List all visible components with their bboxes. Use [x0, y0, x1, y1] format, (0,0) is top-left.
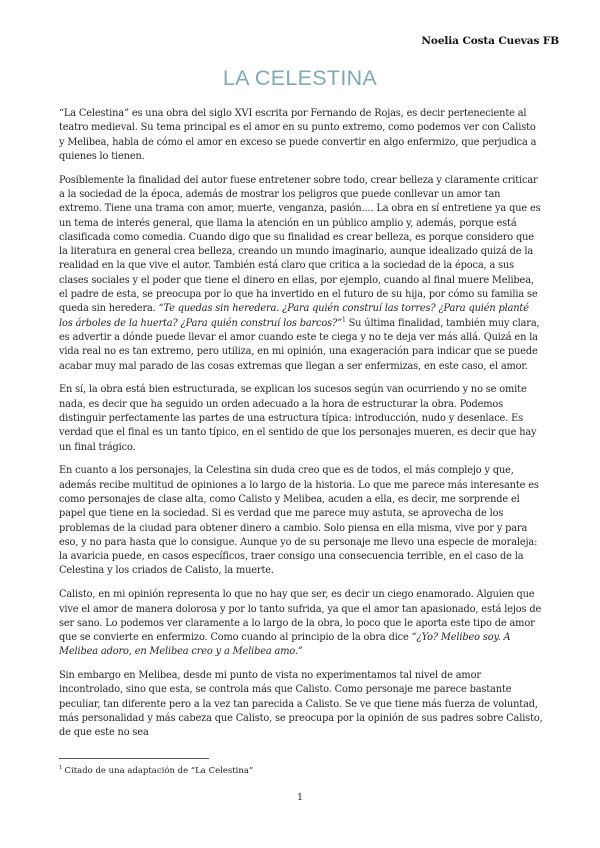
page-title: LA CELESTINA: [222, 66, 378, 90]
paragraph-4: En cuanto a los personajes, la Celestina sin duda creo que es de todos, el más complejo y que, además recibe multitud de opiniones a lo largo de la historia. Lo que me parece más interesante es como personajes de clase alta, como Calisto y Melibea, acuden a ella, es decir, me sorprende el papel que tiene en la sociedad. Si es verdad que me parece muy astuta, se aprovecha de los problemas de la ciudad para obtener dinero a cambio. Solo piensa en ella misma, vive por y para eso, y no para hasta que lo consigue. Aunque yo de su personaje me llevo una especie de moraleja: la avaricia puede, en casos específicos, traer consigo una consecuencia terrible, en el caso de la Celestina y los criados de Calisto, la muerte.: [59, 465, 539, 577]
footnote-text: Citado de una adaptación de “La Celestina”: [64, 766, 254, 776]
document-body: [59, 107, 543, 750]
paragraph-6: Sin embargo en Melibea, desde mi punto de vista no experimentamos tal nivel de amor incontrolado, sino que esta, se controla más que Calisto. Como personaje me parece bastante peculiar, tan diferente pero a la vez tan parecida a Calisto. Se ve que tiene más fuerza de voluntad, más personalidad y más cabeza que Calisto, se preocupa por la opinión de sus padres sobre Calisto, de que este no sea: [59, 670, 543, 739]
paragraph-5-text: Calisto, en mi opinión representa lo que no hay que ser, es decir un ciego enamorado. Alguien que vive el amor de manera dolorosa y por lo tanto sufrida, ya que el amor tan apasionado, está lejos de ser sano. Lo podemos ver claramente a lo largo de la obra, lo poco que le aporta este tipo de amor que se convierte en enfermizo. Como cuando al principio de la obra dice: [59, 589, 542, 644]
footnote-marker: 1: [59, 765, 63, 772]
footnote-divider: [59, 758, 209, 759]
paragraph-5-quote: “¿Yo? Melibeo soy. A Melibea adoro, en Melibea creo y a Melibea amo.”: [59, 632, 511, 658]
page-number: 1: [296, 792, 304, 803]
footnote-reference: 1: [341, 316, 346, 324]
paragraph-3: En sí, la obra está bien estructurada, se explican los sucesos según van ocurriendo y no se omite nada, es decir que ha seguido un orden adecuado a la hora de estructurar la obra. Podemos distinguir perfectamente las partes de una estructura típica: introducción, nudo y desenlace. Es verdad que el final es un tanto típico, en el sentido de que los personajes mueren, es decir que hay un final trágico.: [59, 384, 537, 453]
footnote: [59, 766, 253, 776]
paragraph-2-text-b: Su última finalidad, también muy clara, es advertir a dónde puede llevar el amor cuando este te ciega y no te deja ver más allá. Quizá en la vida real no es tan extremo, pero utiliza, en mi opinión, una exageración para indicar que se puede acabar muy mal parado de las cosas extremas que llegan a ser enfermizas, en este caso, el amor.: [59, 317, 540, 372]
paragraph-2-text-a: Posiblemente la finalidad del autor fuese entretener sobre todo, crear belleza y claramente criticar a la sociedad de la época, además de mostrar los peligros que puede conllevar un amor tan extremo. Tiene una trama con amor, muerte, venganza, pasión.... La obra en sí entretiene ya que es un tema de interés general, que llama la atención en un público amplio y, además, porque está clasificada como comedia. Cuando digo que su finalidad es crear belleza, es porque considero que la literatura en general crea belleza, creando un mundo imaginario, aunque idealizado quizá de la realidad en la que vive el autor. También está claro que critica a la sociedad de la época, a sus clases sociales y el poder que tiene el dinero en ellas, por ejemplo, cuando al final muere Melibea, el padre de esta, se preocupa por lo que ha invertido en el futuro de su hija, por cómo su familia se queda sin heredera.: [59, 174, 541, 315]
paragraph-5: [59, 588, 543, 659]
paragraph-2-quote: “Te quedas sin heredera. ¿Para quién construí las torres? ¿Para quién planté los árboles de la huerta? ¿Para quién construí los barcos?”: [59, 303, 529, 329]
paragraph-2: [59, 174, 543, 374]
header-author: Noelia Costa Cuevas FB: [421, 35, 559, 47]
paragraph-1: “La Celestina” es una obra del siglo XVI escrita por Fernando de Rojas, es decir perteneciente al teatro medieval. Su tema principal es el amor en su punto extremo, como podemos ver con Calisto y Melibea, habla de cómo el amor en exceso se puede convertir en algo enfermizo, que perjudica a quienes lo tienen.: [59, 108, 537, 162]
